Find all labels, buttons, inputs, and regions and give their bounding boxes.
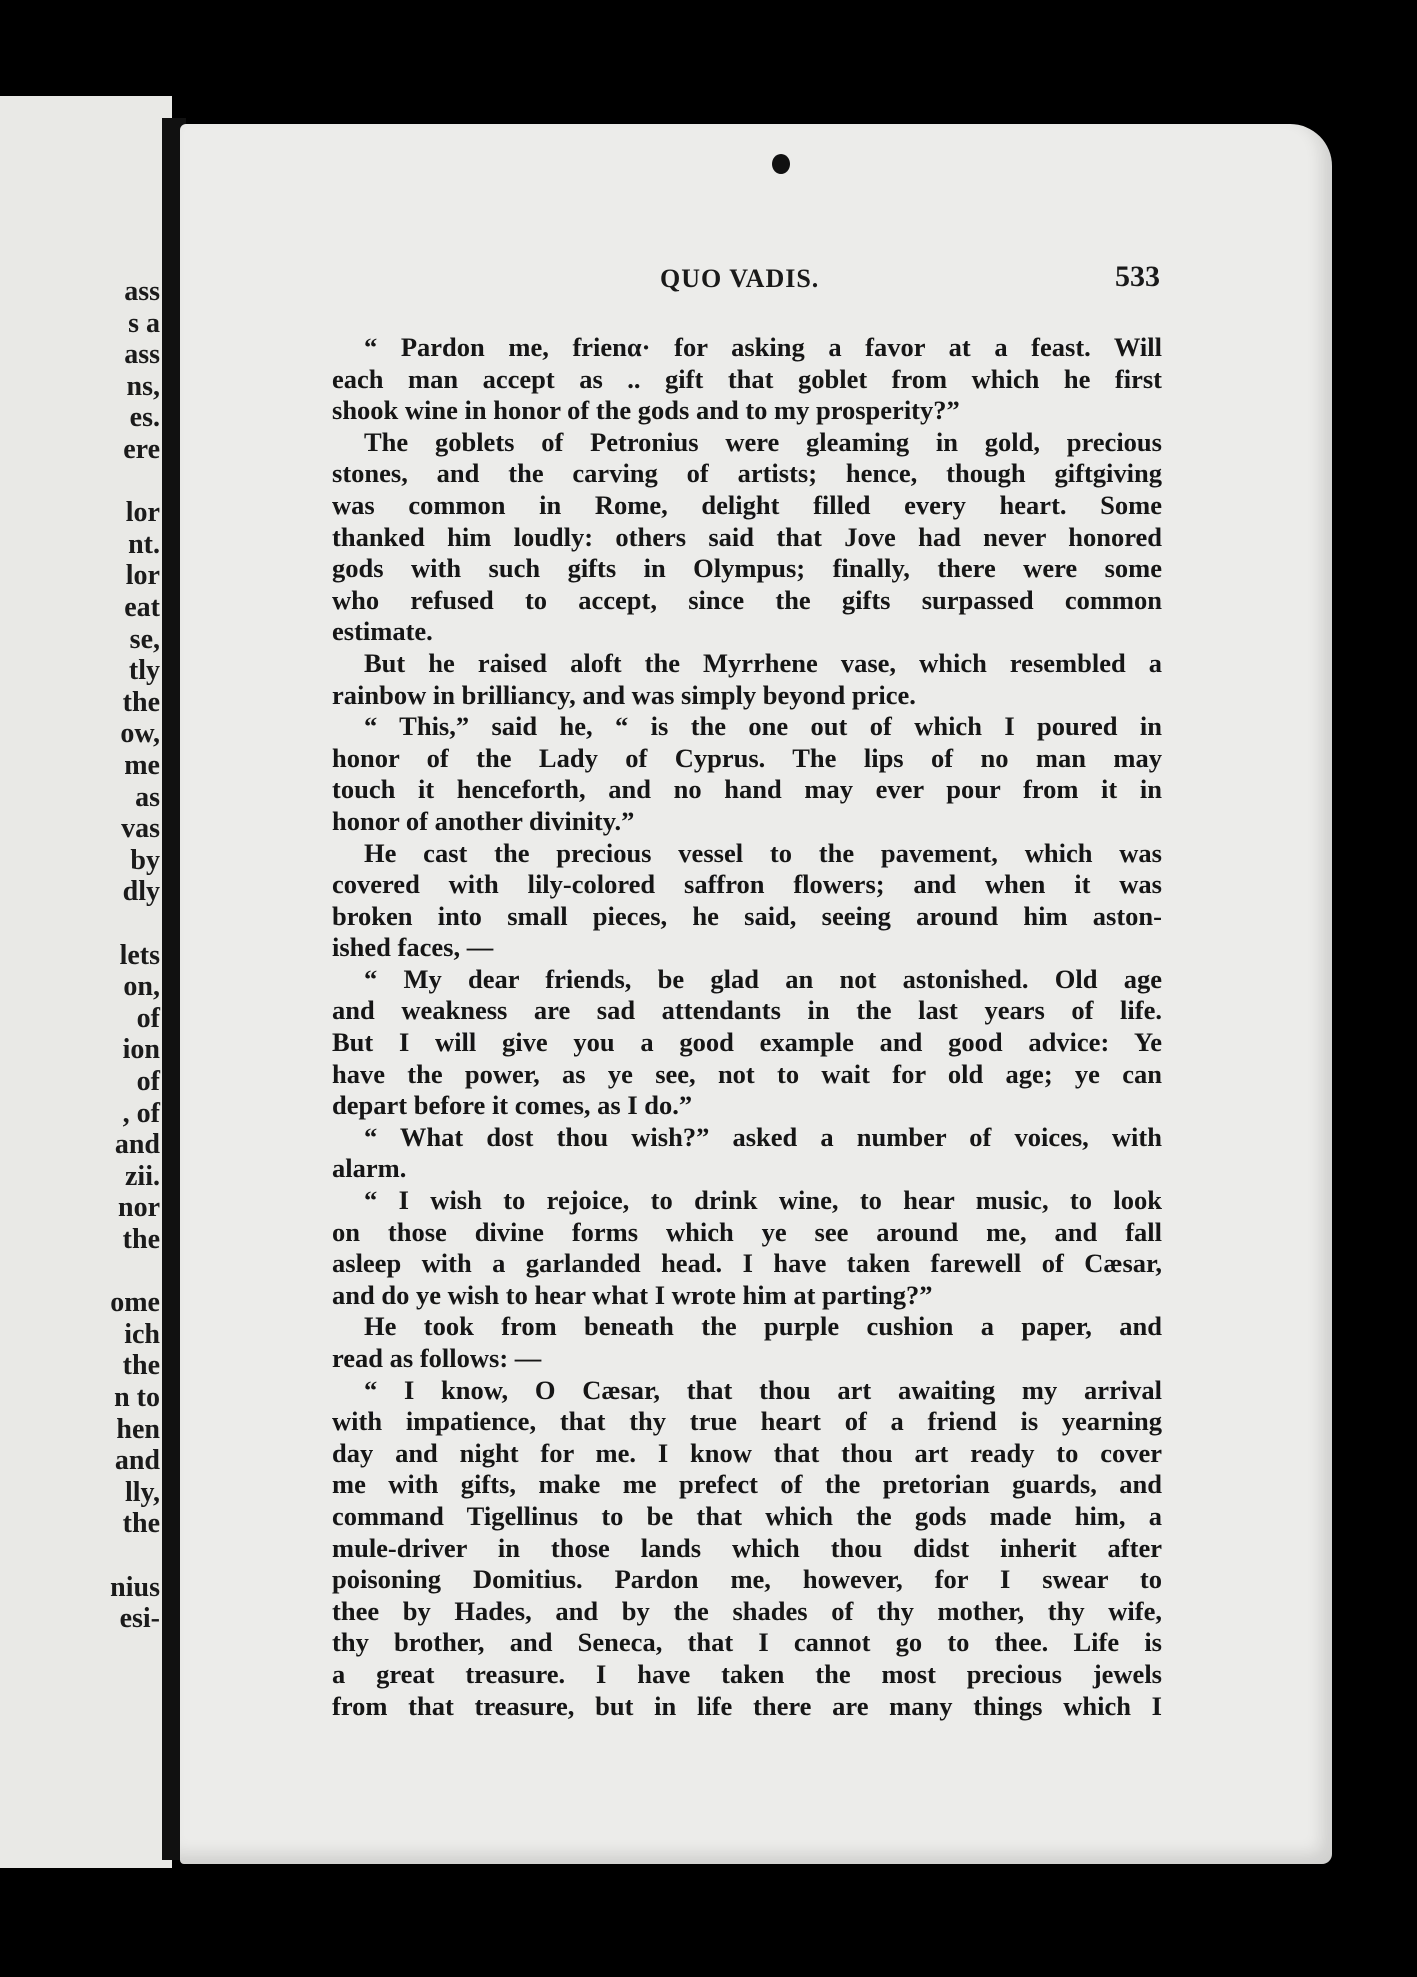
facing-page-fragment: ich bbox=[124, 1318, 160, 1350]
text-line: was common in Rome, delight filled every heart. Some bbox=[332, 489, 1162, 520]
facing-page-text-fragments bbox=[0, 96, 160, 1868]
facing-page-fragment: eat bbox=[124, 592, 160, 623]
facing-page-fragment: hen bbox=[116, 1413, 160, 1445]
facing-page-fragment: the bbox=[122, 1224, 160, 1255]
facing-page-fragment: ass bbox=[124, 339, 160, 371]
text-line: estimate. bbox=[332, 616, 433, 647]
print-mark bbox=[772, 154, 790, 174]
facing-page-fragment: dly bbox=[122, 876, 160, 908]
text-line: “ I wish to rejoice, to drink wine, to hear music, to look bbox=[364, 1185, 1162, 1216]
facing-page-fragment: ome bbox=[110, 1287, 160, 1319]
text-line: read as follows: — bbox=[332, 1343, 542, 1373]
text-line: each man accept as .. gift that goblet from which he first bbox=[332, 363, 1162, 394]
facing-page-fragment: n to bbox=[114, 1382, 160, 1413]
text-line: and weakness are sad attendants in the last years of life. bbox=[332, 995, 1162, 1026]
facing-page-fragment: ns, bbox=[126, 370, 160, 402]
facing-page-fragment: lor bbox=[125, 560, 160, 592]
text-line: touch it henceforth, and no hand may ever pour from it in bbox=[332, 774, 1162, 805]
facing-page-fragment: zii. bbox=[125, 1160, 160, 1192]
text-line: me with gifts, make me prefect of the pretorian guards, and bbox=[332, 1469, 1162, 1500]
text-line: broken into small pieces, he said, seeing around him aston- bbox=[332, 900, 1162, 931]
text-line: ished faces, — bbox=[332, 932, 494, 963]
text-line: “ What dost thou wish?” asked a number of voices, with bbox=[364, 1121, 1162, 1152]
text-line: But I will give you a good example and good advice: Ye bbox=[332, 1027, 1162, 1058]
text-line: have the power, as ye see, not to wait for old age; ye can bbox=[332, 1058, 1162, 1089]
text-line: rainbow in brilliancy, and was simply beyond price. bbox=[332, 679, 916, 710]
facing-page-fragment: of bbox=[136, 1002, 160, 1034]
facing-page-fragment: vas bbox=[121, 813, 160, 845]
facing-page-fragment: ion bbox=[122, 1034, 160, 1066]
facing-page-fragment: nor bbox=[118, 1192, 160, 1224]
text-line: day and night for me. I know that thou art ready to cover bbox=[332, 1437, 1162, 1468]
facing-page-fragment: se, bbox=[129, 623, 160, 655]
text-line: poisoning Domitius. Pardon me, however, for I swear to bbox=[332, 1564, 1162, 1595]
facing-page-fragment: ere bbox=[123, 434, 160, 465]
text-line: command Tigellinus to be that which the gods made him, a bbox=[332, 1500, 1162, 1531]
text-line: thy brother, and Seneca, that I cannot go to thee. Life is bbox=[332, 1627, 1162, 1658]
facing-page-fragment: nius bbox=[110, 1571, 160, 1603]
text-line: stones, and the carving of artists; hence, though giftgiving bbox=[332, 458, 1162, 489]
facing-page-fragment: s a bbox=[128, 307, 160, 339]
text-line: depart before it comes, as I do.” bbox=[332, 1090, 693, 1121]
facing-page-fragment: , of bbox=[122, 1097, 160, 1129]
text-line: thanked him loudly: others said that Jove had never honored bbox=[332, 521, 1162, 552]
facing-page-fragment: ow, bbox=[120, 718, 160, 750]
text-line: thee by Hades, and by the shades of thy mother, thy wife, bbox=[332, 1595, 1162, 1626]
facing-page-fragment: and bbox=[114, 1445, 160, 1477]
text-line: mule-driver in those lands which thou didst inherit after bbox=[332, 1532, 1162, 1563]
page-number: 533 bbox=[1115, 260, 1160, 293]
text-line: who refused to accept, since the gifts surpassed common bbox=[332, 584, 1162, 615]
facing-page-fragment: nt. bbox=[128, 528, 160, 560]
facing-page-fragment: lor bbox=[125, 497, 160, 529]
text-line: and do ye wish to hear what I wrote him at parting?” bbox=[332, 1279, 933, 1310]
facing-page-fragment: as bbox=[135, 781, 160, 813]
text-line: honor of another divinity.” bbox=[332, 805, 635, 836]
facing-page-fragment: the bbox=[122, 1350, 160, 1382]
text-line: a great treasure. I have taken the most precious jewels bbox=[332, 1658, 1162, 1689]
running-head-title: QUO VADIS. bbox=[660, 264, 820, 293]
text-line: “ I know, O Cæsar, that thou art awaiting my arrival bbox=[364, 1374, 1162, 1405]
page-body-text bbox=[332, 332, 1162, 1722]
facing-page-fragment: me bbox=[124, 750, 160, 781]
facing-page-fragment: by bbox=[130, 844, 160, 876]
text-line: But he raised aloft the Myrrhene vase, which resembled a bbox=[364, 647, 1162, 678]
text-line: from that treasure, but in life there are many things which I bbox=[332, 1690, 1162, 1721]
facing-page-fragment: lly, bbox=[124, 1476, 160, 1508]
text-line: “ My dear friends, be glad an not astonished. Old age bbox=[364, 963, 1162, 994]
text-line: He cast the precious vessel to the pavement, which was bbox=[364, 837, 1162, 868]
text-line: The goblets of Petronius were gleaming in gold, precious bbox=[364, 426, 1162, 457]
facing-page-fragment: the bbox=[122, 686, 160, 718]
facing-page-fragment: esi- bbox=[119, 1603, 160, 1635]
text-line: alarm. bbox=[332, 1153, 407, 1184]
facing-page-fragment: of bbox=[136, 1066, 160, 1097]
text-line: gods with such gifts in Olympus; finally, there were some bbox=[332, 553, 1162, 584]
facing-page-fragment: ass bbox=[124, 276, 160, 307]
text-line: honor of the Lady of Cyprus. The lips of no man may bbox=[332, 742, 1162, 773]
text-line: covered with lily-colored saffron flowers; and when it was bbox=[332, 869, 1162, 900]
text-line: shook wine in honor of the gods and to my prosperity?” bbox=[332, 395, 960, 426]
facing-page-fragment: on, bbox=[123, 971, 160, 1003]
text-line: asleep with a garlanded head. I have taken farewell of Cæsar, bbox=[332, 1248, 1162, 1279]
facing-page-fragment: tly bbox=[128, 655, 160, 687]
facing-page-fragment: lets bbox=[119, 939, 160, 971]
facing-page-fragment: the bbox=[122, 1508, 160, 1540]
text-line: with impatience, that thy true heart of a friend is yearning bbox=[332, 1406, 1162, 1437]
text-line: on those divine forms which ye see around me, and fall bbox=[332, 1216, 1162, 1247]
facing-page-fragment: es. bbox=[129, 402, 160, 434]
text-line: He took from beneath the purple cushion a paper, and bbox=[364, 1311, 1162, 1342]
facing-page-fragment: and bbox=[114, 1129, 160, 1161]
text-line: “ Pardon me, frienα· for asking a favor at a feast. Will bbox=[364, 332, 1162, 362]
facing-page-left bbox=[0, 96, 172, 1868]
book-page bbox=[180, 124, 1332, 1864]
text-line: “ This,” said he, “ is the one out of which I poured in bbox=[364, 711, 1162, 742]
